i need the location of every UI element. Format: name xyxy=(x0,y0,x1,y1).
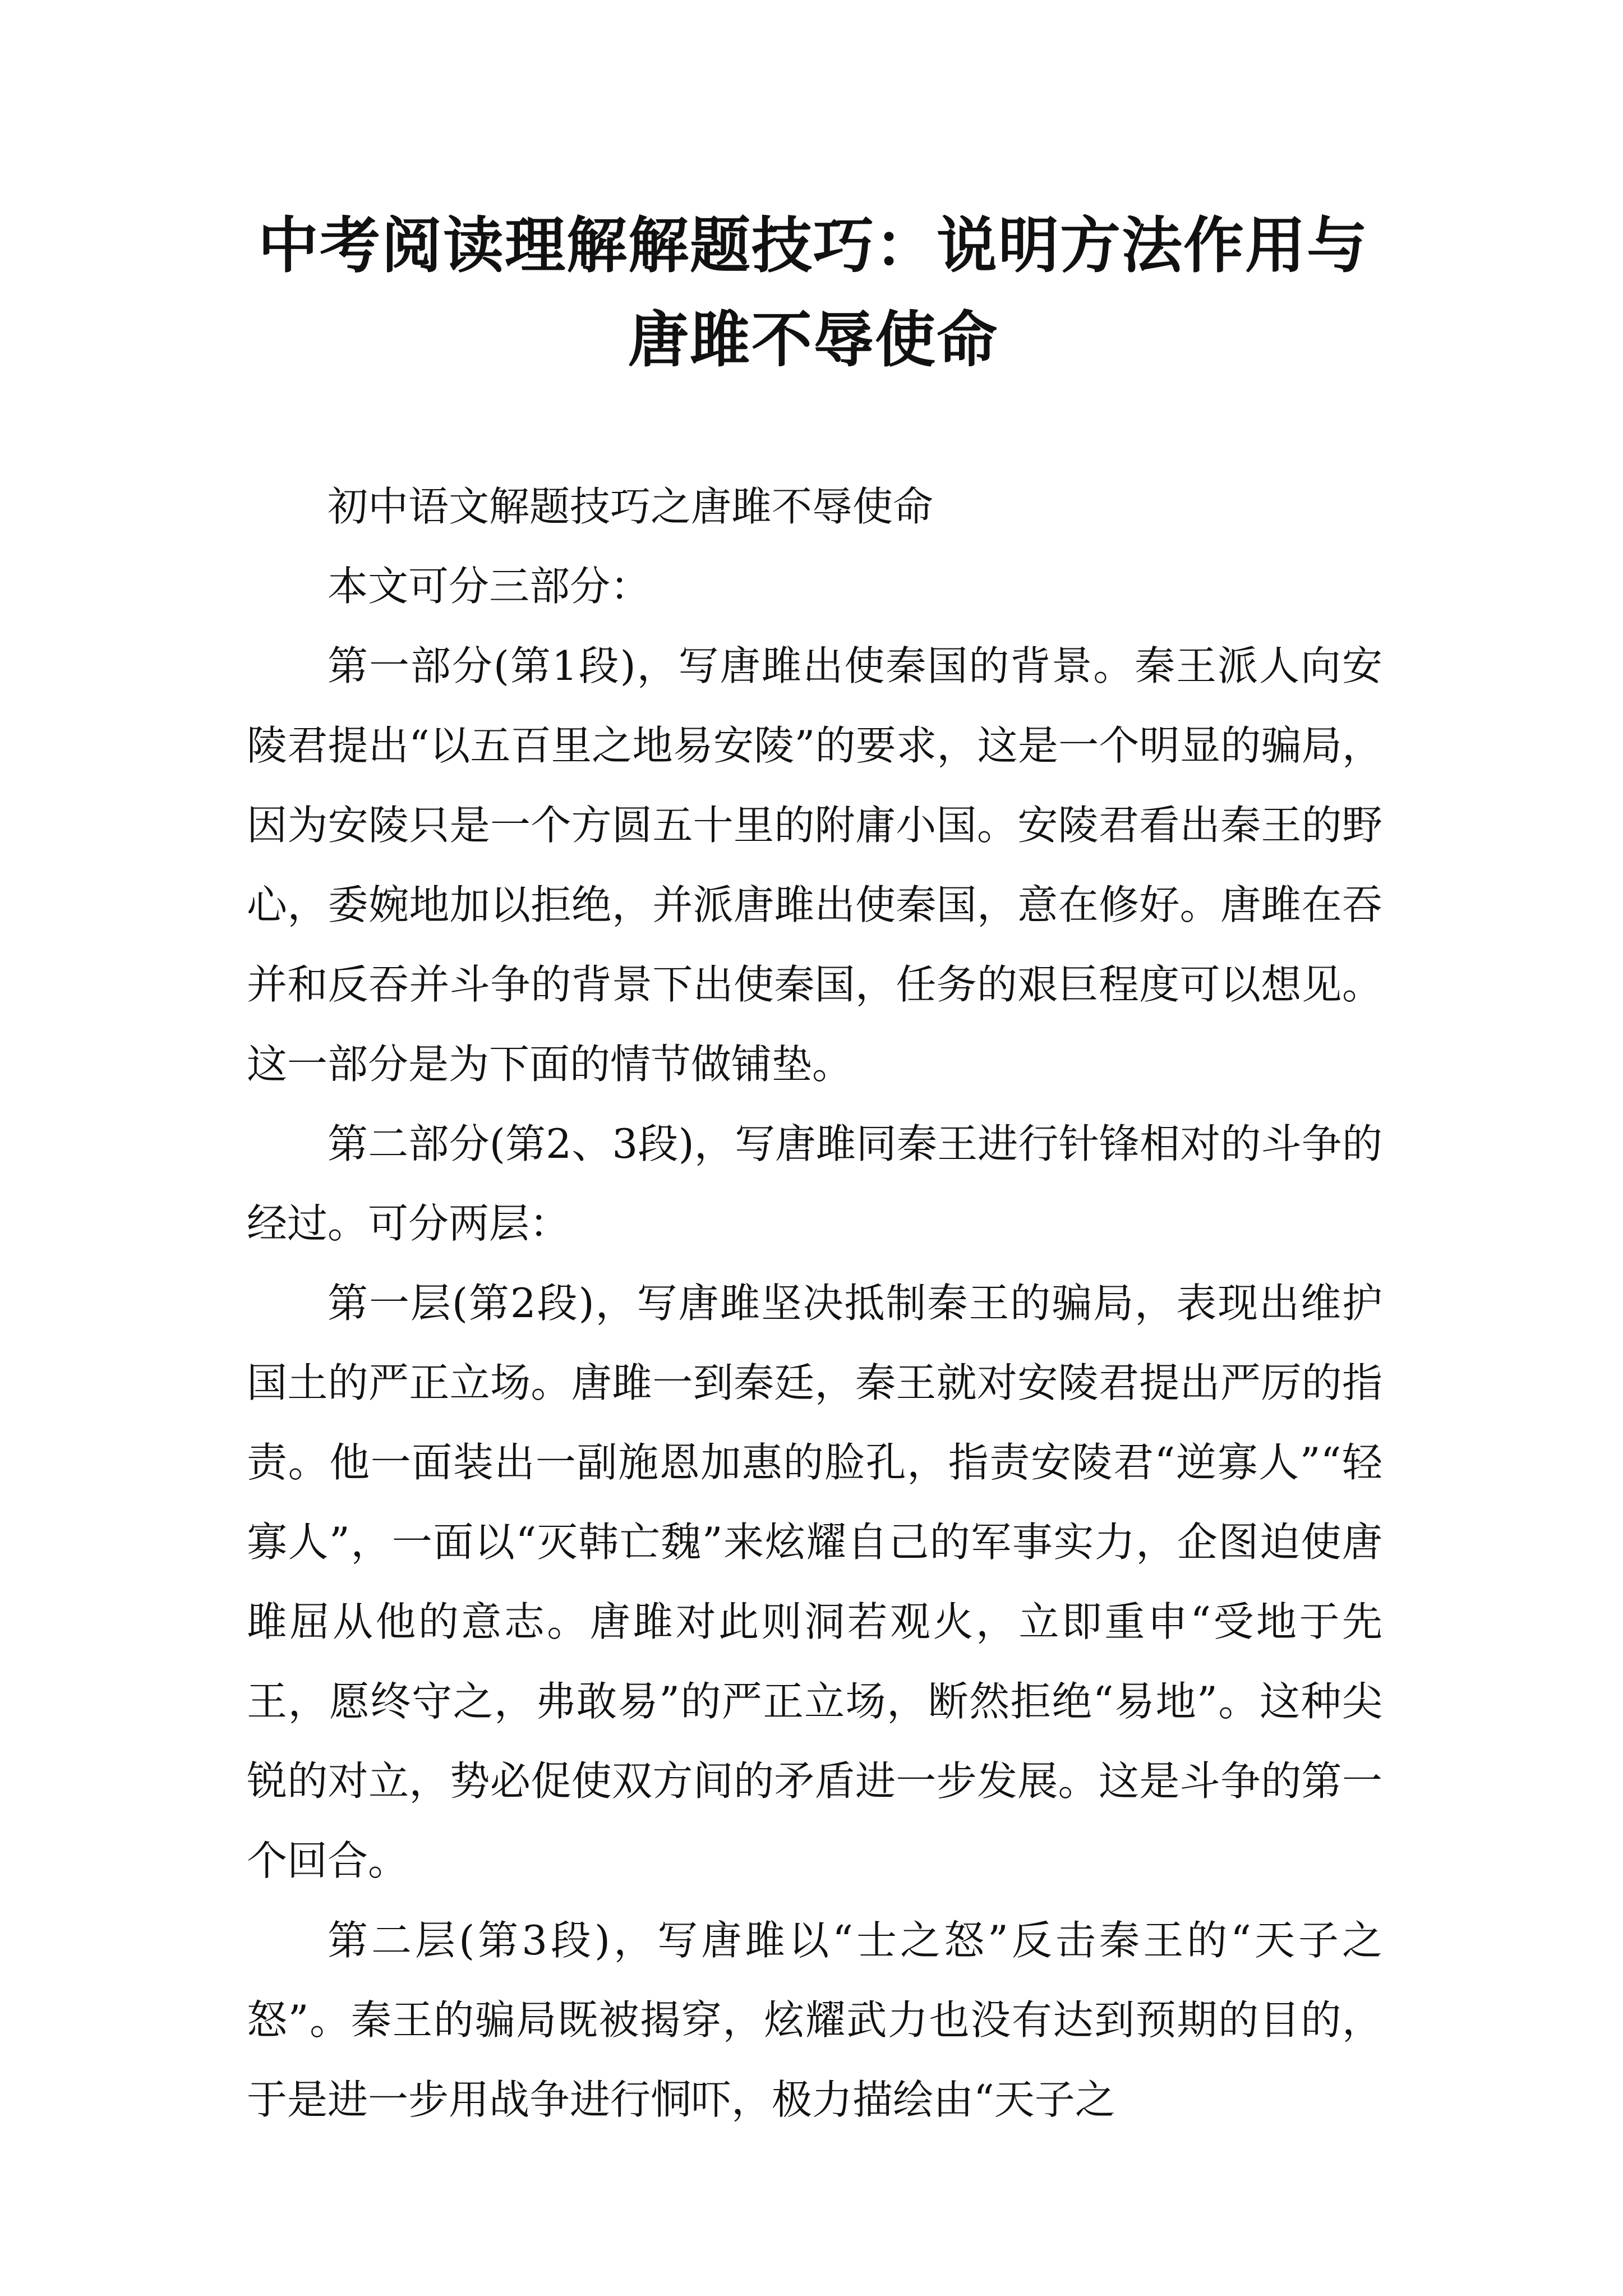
paragraph-layer-one: 第一层(第2段)，写唐雎坚决抵制秦王的骗局，表现出维护国土的严正立场。唐雎一到秦廷，秦王就对安陵君提出严厉的指责。他一面装出一副施恩加惠的脸孔，指责安陵君“逆寡人”“轻寡人”，一面以“灭韩亡魏”来炫耀自己的军事实力，企图迫使唐雎屈从他的意志。唐雎对此则洞若观火，立即重申“受地于先王，愿终守之，弗敢易”的严正立场，断然拒绝“易地”。这种尖锐的对立，势必促使双方间的矛盾进一步发展。这是斗争的第一个回合。 xyxy=(247,1280,1382,1884)
paragraph-structure-intro: 本文可分三部分： xyxy=(328,563,651,610)
paragraph-layer-two: 第二层(第3段)，写唐雎以“士之怒”反击秦王的“天子之怒”。秦王的骗局既被揭穿，炫耀武力也没有达到预期的目的，于是进一步用战争进行恫吓，极力描绘由“天子之 xyxy=(247,1917,1382,2123)
paragraph-part-two: 第二部分(第2、3段)，写唐雎同秦王进行针锋相对的斗争的经过。可分两层： xyxy=(247,1120,1382,1247)
paragraph-part-one: 第一部分(第1段)，写唐雎出使秦国的背景。秦王派人向安陵君提出“以五百里之地易安陵”的要求，这是一个明显的骗局，因为安陵只是一个方圆五十里的附庸小国。安陵君看出秦王的野心，委婉地加以拒绝，并派唐雎出使秦国，意在修好。唐雎在吞并和反吞并斗争的背景下出使秦国，任务的艰巨程度可以想见。这一部分是为下面的情节做铺垫。 xyxy=(247,642,1382,1088)
paragraph-subtitle: 初中语文解题技巧之唐雎不辱使命 xyxy=(328,483,934,530)
document-title: 中考阅读理解解题技巧：说明方法作用与唐雎不辱使命 xyxy=(257,211,1368,375)
document-body xyxy=(247,467,1382,2139)
